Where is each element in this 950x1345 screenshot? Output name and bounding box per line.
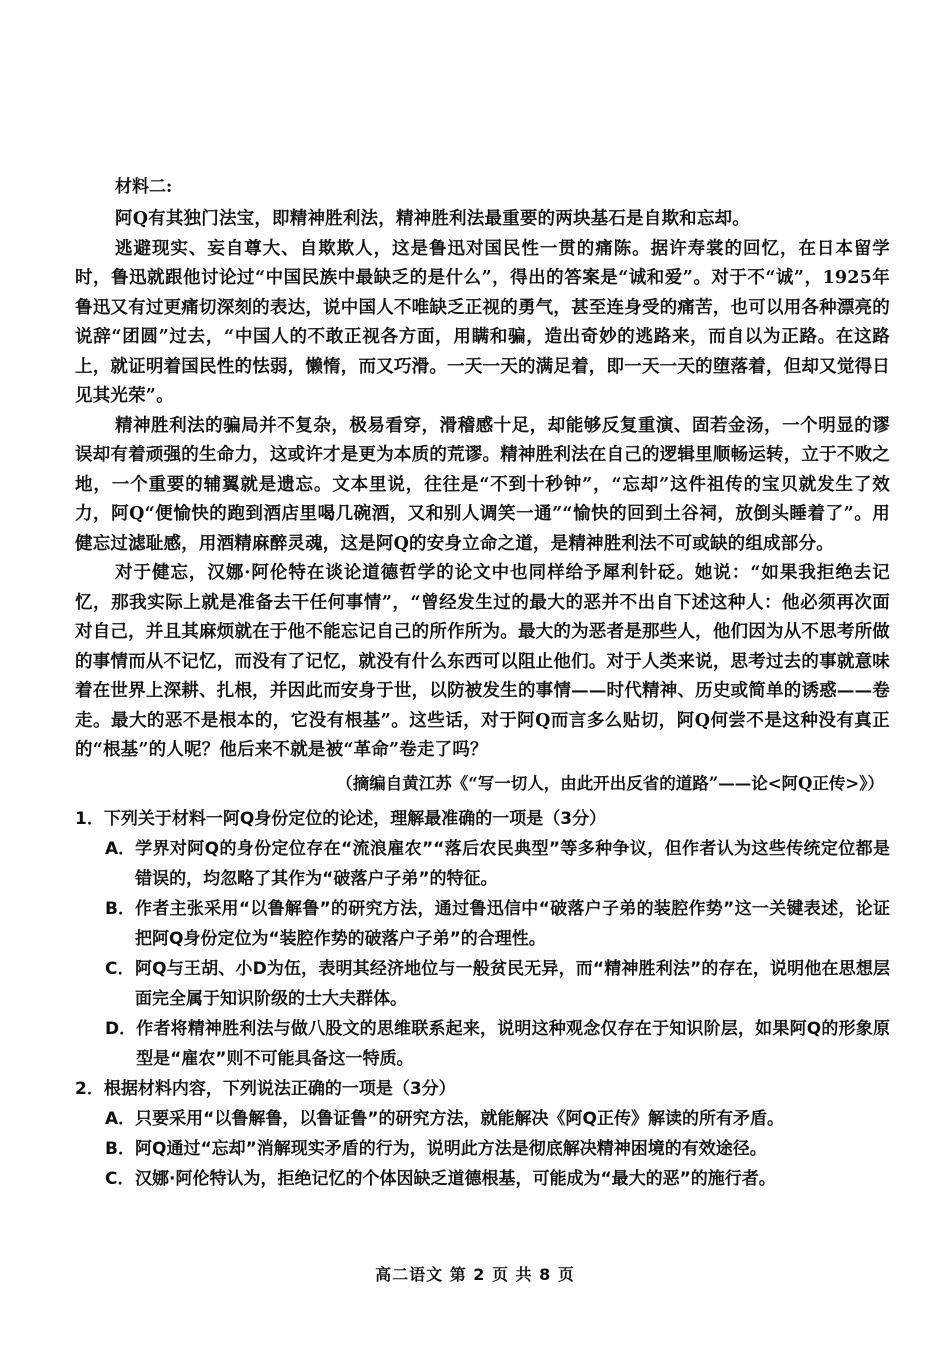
option-text: 汉娜·阿伦特认为，拒绝记忆的个体因缺乏道德根基，可能成为“最大的恶”的施行者。: [135, 1168, 776, 1189]
material-paragraph: 精神胜利法的骗局并不复杂，极易看穿，滑稽感十足，却能够反复重演、固若金汤，一个明显的谬误却有着顽强的生命力，这或许才是更为本质的荒谬。精神胜利法在自己的逻辑里顺畅运转，立于不败之地，一个重要的辅翼就是遗忘。文本里说，往往是“不到十秒钟”，“忘却”这件祖传的宝贝就发生了效力，阿Q“便愉快的跑到酒店里喝几碗酒，又和别人调笑一通”“愉快的回到土谷祠，放倒头睡着了”。用健忘过滤耻感，用酒精麻醉灵魂，这是阿Q的安身立命之道，是精神胜利法不可或缺的组成部分。: [75, 415, 890, 554]
page-footer: 高二语文 第 2 页 共 8 页: [375, 1265, 575, 1284]
option-text: 只要采用“以鲁解鲁，以鲁证鲁”的研究方法，就能解决《阿Q正传》解读的所有矛盾。: [135, 1108, 784, 1129]
option-letter: B．: [105, 1138, 135, 1159]
option-text: 阿Q与王胡、小D为伍，表明其经济地位与一般贫民无异，而“精神胜利法”的存在，说明他在思想层面完全属于知识阶级的士大夫群体。: [135, 958, 890, 1009]
material-title: 材料二:: [115, 177, 173, 197]
question-2: [75, 1074, 890, 1194]
option-letter: A．: [105, 838, 136, 859]
option-a: [75, 834, 890, 894]
option-letter: C．: [105, 1168, 135, 1189]
option-letter: B．: [105, 898, 135, 919]
material-paragraph: 逃避现实、妄自尊大、自欺欺人，这是鲁迅对国民性一贯的痛陈。据许寿裳的回忆，在日本留学时，鲁迅就跟他讨论过“中国民族中最缺乏的是什么”，得出的答案是“诚和爱”。对于不“诚”，1925年鲁迅又有过更痛切深刻的表达，说中国人不唯缺乏正视的勇气，甚至连身受的痛苦，也可以用各种漂亮的说辞“团圆”过去，“中国人的不敢正视各方面，用瞒和骗，造出奇妙的逃路来，而自以为正路。在这路上，就证明着国民性的怯弱，懒惰，而又巧滑。一天一天的满足着，即一天一天的堕落着，但却又觉得日见其光荣”。: [75, 238, 890, 406]
question-stem: 2．根据材料内容，下列说法正确的一项是（3分）: [75, 1078, 456, 1099]
option-b: [75, 894, 890, 954]
option-letter: C．: [105, 958, 135, 979]
option-letter: D．: [105, 1018, 137, 1039]
option-c: [75, 1164, 890, 1194]
material-two-section: [75, 172, 890, 798]
material-source: （摘编自黄江苏《“写一切人，由此开出反省的道路”——论<阿Q正传>》）: [336, 773, 884, 793]
option-c: [75, 954, 890, 1014]
page-content: [75, 172, 890, 1194]
option-text: 作者主张采用“以鲁解鲁”的研究方法，通过鲁迅信中“破落户子弟的装腔作势”这一关键表述，论证把阿Q身份定位为“装腔作势的破落户子弟”的合理性。: [135, 898, 890, 949]
option-text: 作者将精神胜利法与做八股文的思维联系起来，说明这种观念仅存在于知识阶层，如果阿Q的形象原型是“雇农”则不可能具备这一特质。: [136, 1018, 890, 1069]
option-text: 阿Q通过“忘却”消解现实矛盾的行为，说明此方法是彻底解决精神困境的有效途径。: [135, 1138, 767, 1159]
option-b: [75, 1134, 890, 1164]
material-paragraph: 对于健忘，汉娜·阿伦特在谈论道德哲学的论文中也同样给予犀利针砭。她说：“如果我拒绝去记忆，那我实际上就是准备去干任何事情”，“曾经发生过的最大的恶并不出自下述这种人：他必须再次面对自己，并且其麻烦就在于他不能忘记自己的所作所为。最大的为恶者是那些人，他们因为从不思考所做的事情而从不记忆，而没有了记忆，就没有什么东西可以阻止他们。对于人类来说，思考过去的事就意味着在世界上深耕、扎根，并因此而安身于世，以防被发生的事情——时代精神、历史或简单的诱惑——卷走。最大的恶不是根本的，它没有根基”。这些话，对于阿Q而言多么贴切，阿Q何尝不是这种没有真正的“根基”的人呢？他后来不就是被“革命”卷走了吗？: [75, 563, 890, 760]
question-1: [75, 804, 890, 1074]
option-a: [75, 1104, 890, 1134]
question-stem: 1．下列关于材料一阿Q身份定位的论述，理解最准确的一项是（3分）: [75, 808, 607, 829]
material-paragraph: 阿Q有其独门法宝，即精神胜利法，精神胜利法最重要的两块基石是自欺和忘却。: [115, 209, 750, 229]
option-letter: A．: [105, 1108, 136, 1129]
option-text: 学界对阿Q的身份定位存在“流浪雇农”“落后农民典型”等多种争议，但作者认为这些传统定位都是错误的，均忽略了其作为“破落户子弟”的特征。: [135, 838, 890, 889]
option-d: [75, 1014, 890, 1074]
